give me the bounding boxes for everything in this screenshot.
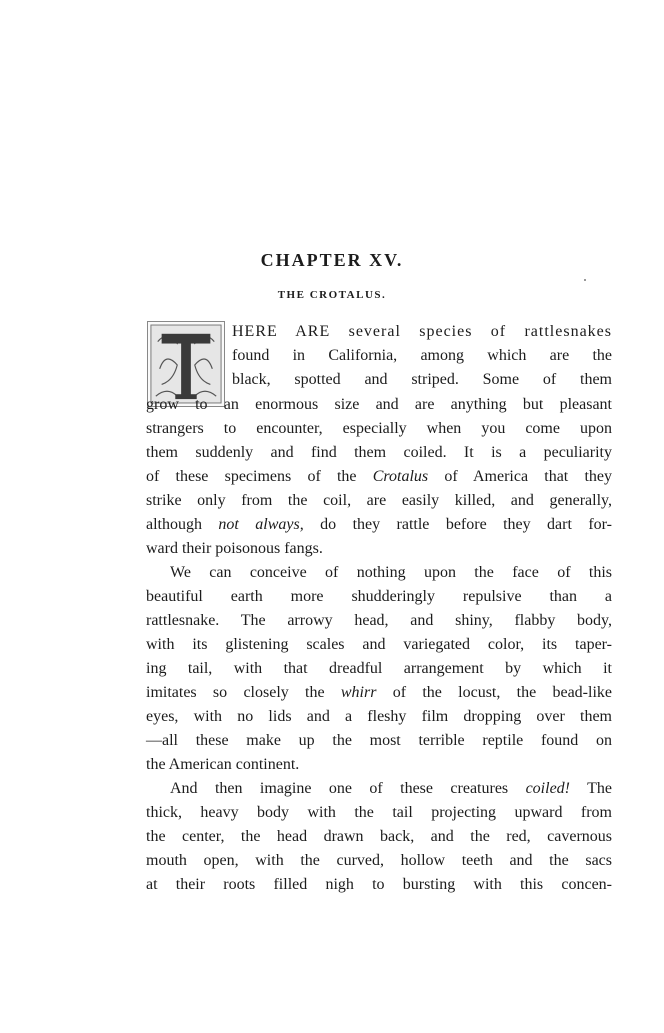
chapter-subtitle: THE CROTALUS. — [277, 289, 387, 301]
text-line: grow to an enormous size and are anything but pleasant — [146, 396, 612, 413]
chapter-heading: CHAPTER XV. — [260, 250, 404, 270]
text-line: rattlesnake. The arrowy head, and shiny, flabby body, — [146, 612, 612, 629]
text-line: —all these make up the most terrible reptile found on — [146, 732, 612, 749]
text-line: thick, heavy body with the tail projecting upward from — [146, 804, 612, 821]
text-line: eyes, with no lids and a fleshy film dropping over them — [146, 708, 612, 725]
text-line: with its glistening scales and variegated color, its taper- — [146, 636, 612, 653]
text-line: black, spotted and striped. Some of them — [232, 371, 612, 388]
text-line: beautiful earth more shudderingly repulsive than a — [146, 588, 612, 605]
text-line: ing tail, with that dreadful arrangement by which it — [146, 660, 612, 677]
text-line: We can conceive of nothing upon the face of this — [170, 564, 612, 581]
text-line: ward their poisonous fangs. — [146, 540, 323, 557]
text-line: at their roots filled nigh to bursting with this concen- — [146, 876, 612, 893]
text-line: HERE ARE several species of rattlesnakes — [232, 323, 612, 340]
text-line: the American continent. — [146, 756, 300, 773]
text-line: of these specimens of the Crotalus of America that they — [146, 468, 612, 485]
text-line: the center, the head drawn back, and the red, cavernous — [146, 828, 612, 845]
text-line: strike only from the coil, are easily killed, and generally, — [146, 492, 612, 509]
text-line: although not always, do they rattle before they dart for- — [146, 516, 613, 533]
initial-letter-glyph: T — [185, 372, 187, 374]
text-line: found in California, among which are the — [232, 347, 612, 364]
text-line: strangers to encounter, especially when you come upon — [146, 420, 612, 437]
text-line: mouth open, with the curved, hollow teeth and the sacs — [146, 852, 612, 869]
text-line: imitates so closely the whirr of the locust, the bead-like — [146, 684, 613, 701]
text-line: them suddenly and find them coiled. It is a peculiarity — [146, 444, 612, 461]
text-line: And then imagine one of these creatures coiled! The — [170, 780, 612, 797]
